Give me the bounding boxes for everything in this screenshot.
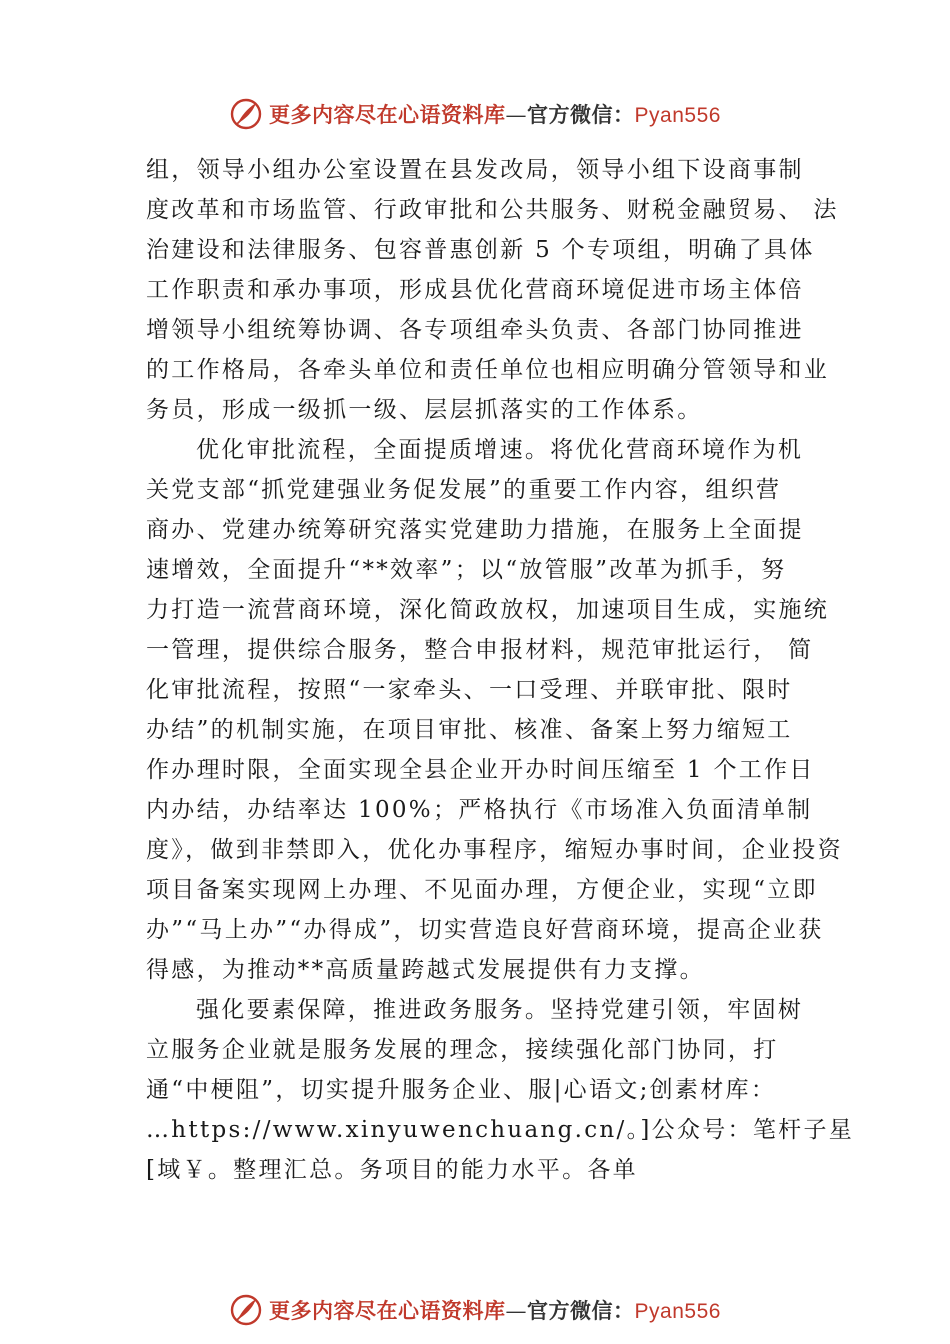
body-line: 的工作格局，各牵头单位和责任单位也相应明确分管领导和业 (146, 357, 830, 383)
body-line: 力打造一流营商环境，深化简政放权，加速项目生成，实施统 (146, 597, 830, 623)
body-line: 办”“马上办”“办得成”，切实营造良好营商环境，提高企业获 (146, 917, 824, 943)
footer-banner-label: 官方微信： (527, 1298, 635, 1323)
footer-banner-id: Pyan556 (634, 1300, 721, 1323)
body-line: 速增效，全面提升“**效率”；以“放管服”改革为抓手，努 (146, 557, 787, 583)
paragraph-heading-line: 强化要素保障，推进政务服务。坚持党建引领，牢固树 (196, 997, 804, 1023)
paragraph-heading-line: 优化审批流程，全面提质增速。将优化营商环境作为机 (196, 437, 804, 463)
footer-banner (0, 1290, 950, 1330)
body-line: 内办结，办结率达 100%；严格执行《市场准入负面清单制 (146, 797, 813, 823)
body-line: 商办、党建办统筹研究落实党建助力措施，在服务上全面提 (146, 517, 804, 543)
body-line: 办结”的机制实施，在项目审批、核准、备案上努力缩短工 (146, 717, 793, 743)
body-line: 务员，形成一级抓一级、层层抓落实的工作体系。 (146, 397, 703, 423)
body-line: 治建设和法律服务、包容普惠创新 5 个专项组，明确了具体 (146, 237, 815, 263)
body-line: 组，领导小组办公室设置在县发改局，领导小组下设商事制 (146, 157, 804, 183)
body-line: 一管理，提供综合服务，整合申报材料，规范审批运行， 简 (146, 637, 814, 663)
body-line: 增领导小组统筹协调、各专项组牵头负责、各部门协同推进 (146, 317, 804, 343)
body-line: 项目备案实现网上办理、不见面办理，方便企业，实现“立即 (146, 877, 818, 903)
body-line: 化审批流程，按照“一家牵头、一口受理、并联审批、限时 (146, 677, 793, 703)
body-line: 作办理时限，全面实现全县企业开办时间压缩至 1 个工作日 (146, 757, 815, 783)
body-line: 得感，为推动**高质量跨越式发展提供有力支撑。 (146, 957, 705, 983)
header-banner-label: 官方微信： (527, 102, 635, 127)
body-line: 工作职责和承办事项，形成县优化营商环境促进市场主体倍 (146, 277, 804, 303)
body-line: 关党支部“抓党建强业务促发展”的重要工作内容，组织营 (146, 477, 782, 503)
body-line: 度》，做到非禁即入，优化办事程序，缩短办事时间，企业投资 (146, 837, 843, 863)
quill-logo-icon (229, 1293, 263, 1327)
footer-banner-dash: — (505, 1299, 528, 1323)
body-line: …https://www.xinyuwenchuang.cn/。]公众号：笔杆子星 (146, 1117, 855, 1143)
header-banner-dash: — (505, 103, 528, 127)
header-banner-title: 更多内容尽在心语资料库 (269, 102, 506, 127)
body-line: 通“中梗阻”，切实提升服务企业、服|心语文;创素材库： (146, 1077, 777, 1103)
footer-banner-text (269, 1295, 721, 1325)
body-line: 立服务企业就是服务发展的理念，接续强化部门协同，打 (146, 1037, 779, 1063)
document-body (146, 150, 855, 1190)
quill-logo-icon (229, 97, 263, 131)
body-line: 度改革和市场监管、行政审批和公共服务、财税金融贸易、 法 (146, 197, 839, 223)
header-banner-text (269, 99, 721, 129)
footer-banner-title: 更多内容尽在心语资料库 (269, 1298, 506, 1323)
body-line: [域￥。整理汇总。务项目的能力水平。各单 (146, 1157, 638, 1183)
header-banner (0, 94, 950, 134)
header-banner-id: Pyan556 (634, 104, 721, 127)
